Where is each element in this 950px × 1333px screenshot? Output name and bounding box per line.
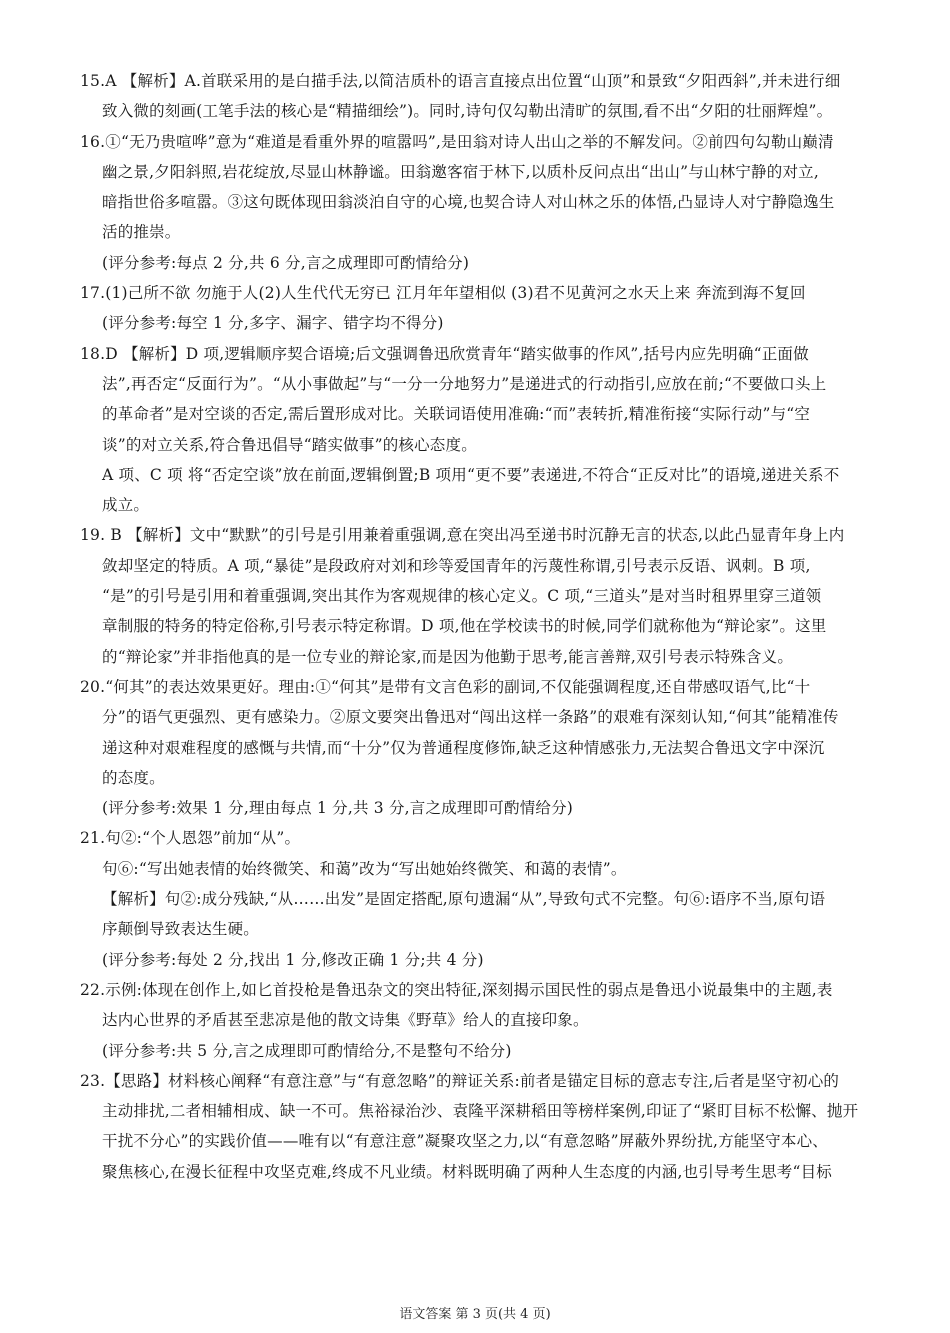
- text-line: 19. B 【解析】文中“默默”的引号是引用兼着重强调,意在突出冯至递书时沉静无言的状态,以此凸显青年身上内: [80, 526, 845, 545]
- text-line: 18.D 【解析】D 项,逻辑顺序契合语境;后文强调鲁迅欣赏青年“踏实做事的作风”,括号内应先明确“正面做: [80, 344, 809, 363]
- text-line: (评分参考:共 5 分,言之成理即可酌情给分,不是整句不给分): [102, 1041, 512, 1060]
- text-line: 幽之景,夕阳斜照,岩花绽放,尽显山林静谧。田翁邀客宿于林下,以质朴反问点出“出山”与山林宁静的对立,: [102, 162, 819, 181]
- text-line: 法”,再否定“反面行为”。“从小事做起”与“一分一分地努力”是递进式的行动指引,应放在前;“不要做口头上: [102, 374, 827, 393]
- text-line: 敛却坚定的特质。A 项,“暴徒”是段政府对刘和珍等爱国青年的污蔑性称谓,引号表示反语、讽刺。B 项,: [102, 556, 811, 575]
- text-line: 章制服的特务的特定俗称,引号表示特定称谓。D 项,他在学校读书的时候,同学们就称他为“辩论家”。这里: [102, 617, 827, 636]
- text-line: 活的推崇。: [102, 223, 181, 242]
- text-line: 致入微的刻画(工笔手法的核心是“精描细绘”)。同时,诗句仅勾勒出清旷的氛围,看不出“夕阳的壮丽辉煌”。: [102, 102, 833, 121]
- text-line: 分”的语气更强烈、更有感染力。②原文要突出鲁迅对“闯出这样一条路”的艰难有深刻认知,“何其”能精准传: [102, 708, 839, 727]
- text-line: 谈”的对立关系,符合鲁迅倡导“踏实做事”的核心态度。: [102, 435, 477, 454]
- text-line: 16.①“无乃贵喧哗”意为“难道是看重外界的喧嚣吗”,是田翁对诗人出山之举的不解发问。②前四句勾勒山巅清: [80, 132, 834, 151]
- text-line: 【解析】句②:成分残缺,“从……出发”是固定搭配,原句遗漏“从”,导致句式不完整。句⑥:语序不当,原句语: [102, 890, 826, 909]
- text-line: 23.【思路】材料核心阐释“有意注意”与“有意忽略”的辩证关系:前者是锚定目标的意志专注,后者是坚守初心的: [80, 1071, 840, 1090]
- text-line: (评分参考:效果 1 分,理由每点 1 分,共 3 分,言之成理即可酌情给分): [102, 799, 574, 818]
- text-line: (评分参考:每处 2 分,找出 1 分,修改正确 1 分;共 4 分): [102, 950, 484, 969]
- text-line: 22.示例:体现在创作上,如匕首投枪是鲁迅杂文的突出特征,深刻揭示国民性的弱点是鲁迅小说最集中的主题,表: [80, 980, 833, 999]
- text-line: 达内心世界的矛盾甚至悲凉是他的散文诗集《野草》给人的直接印象。: [102, 1011, 589, 1030]
- page-footer: [0, 1303, 950, 1333]
- text-line: (评分参考:每点 2 分,共 6 分,言之成理即可酌情给分): [102, 253, 470, 272]
- text-line: A 项、C 项 将“否定空谈”放在前面,逻辑倒置;B 项用“更不要”表递进,不符合“正反对比”的语境,递进关系不: [102, 465, 840, 484]
- text-line: 的“辩论家”并非指他真的是一位专业的辩论家,而是因为他勤于思考,能言善辩,双引号表示特殊含义。: [102, 647, 794, 666]
- text-line: 成立。: [102, 496, 150, 515]
- text-line: 干扰不分心”的实践价值——唯有以“有意注意”凝聚攻坚之力,以“有意忽略”屏蔽外界纷扰,方能坚守本心、: [102, 1132, 828, 1151]
- text-line: 递这种对艰难程度的感慨与共情,而“十分”仅为普通程度修饰,缺乏这种情感张力,无法契合鲁迅文字中深沉: [102, 738, 825, 757]
- text-line: 序颠倒导致表达生硬。: [102, 920, 260, 939]
- text-line: 的态度。: [102, 768, 165, 787]
- text-line: 21.句②:“个人恩怨”前加“从”。: [80, 829, 301, 848]
- text-line: 聚焦核心,在漫长征程中攻坚克难,终成不凡业绩。材料既明确了两种人生态度的内涵,也引导考生思考“目标: [102, 1162, 833, 1181]
- text-line: 15.A 【解析】A.首联采用的是白描手法,以简洁质朴的语言直接点出位置“山顶”和景致“夕阳西斜”,并未进行细: [80, 72, 841, 90]
- text-line: 的革命者”是对空谈的否定,需后置形成对比。关联词语使用准确:“而”表转折,精准衔接“实际行动”与“空: [102, 405, 811, 424]
- footer-text: 语文答案 第 3 页(共 4 页): [399, 1307, 551, 1322]
- text-line: 17.(1)己所不欲 勿施于人(2)人生代代无穷已 江月年年望相似 (3)君不见黄河之水天上来 奔流到海不复回: [80, 284, 806, 303]
- answer-document: [80, 66, 875, 1187]
- text-line: (评分参考:每空 1 分,多字、漏字、错字均不得分): [102, 314, 444, 333]
- text-line: “是”的引号是引用和着重强调,突出其作为客观规律的核心定义。C 项,“三道头”是对当时租界里穿三道领: [102, 587, 822, 606]
- text-line: 20.“何其”的表达效果更好。理由:①“何其”是带有文言色彩的副词,不仅能强调程度,还自带感叹语气,比“十: [80, 677, 811, 696]
- text-line: 暗指世俗多喧嚣。③这句既体现田翁淡泊自守的心境,也契合诗人对山林之乐的体悟,凸显诗人对宁静隐逸生: [102, 193, 835, 212]
- text-line: 句⑥:“写出她表情的始终微笑、和蔼”改为“写出她始终微笑、和蔼的表情”。: [102, 859, 627, 878]
- text-line: 主动排扰,二者相辅相成、缺一不可。焦裕禄治沙、袁隆平深耕稻田等榜样案例,印证了“紧盯目标不松懈、抛开: [102, 1102, 859, 1121]
